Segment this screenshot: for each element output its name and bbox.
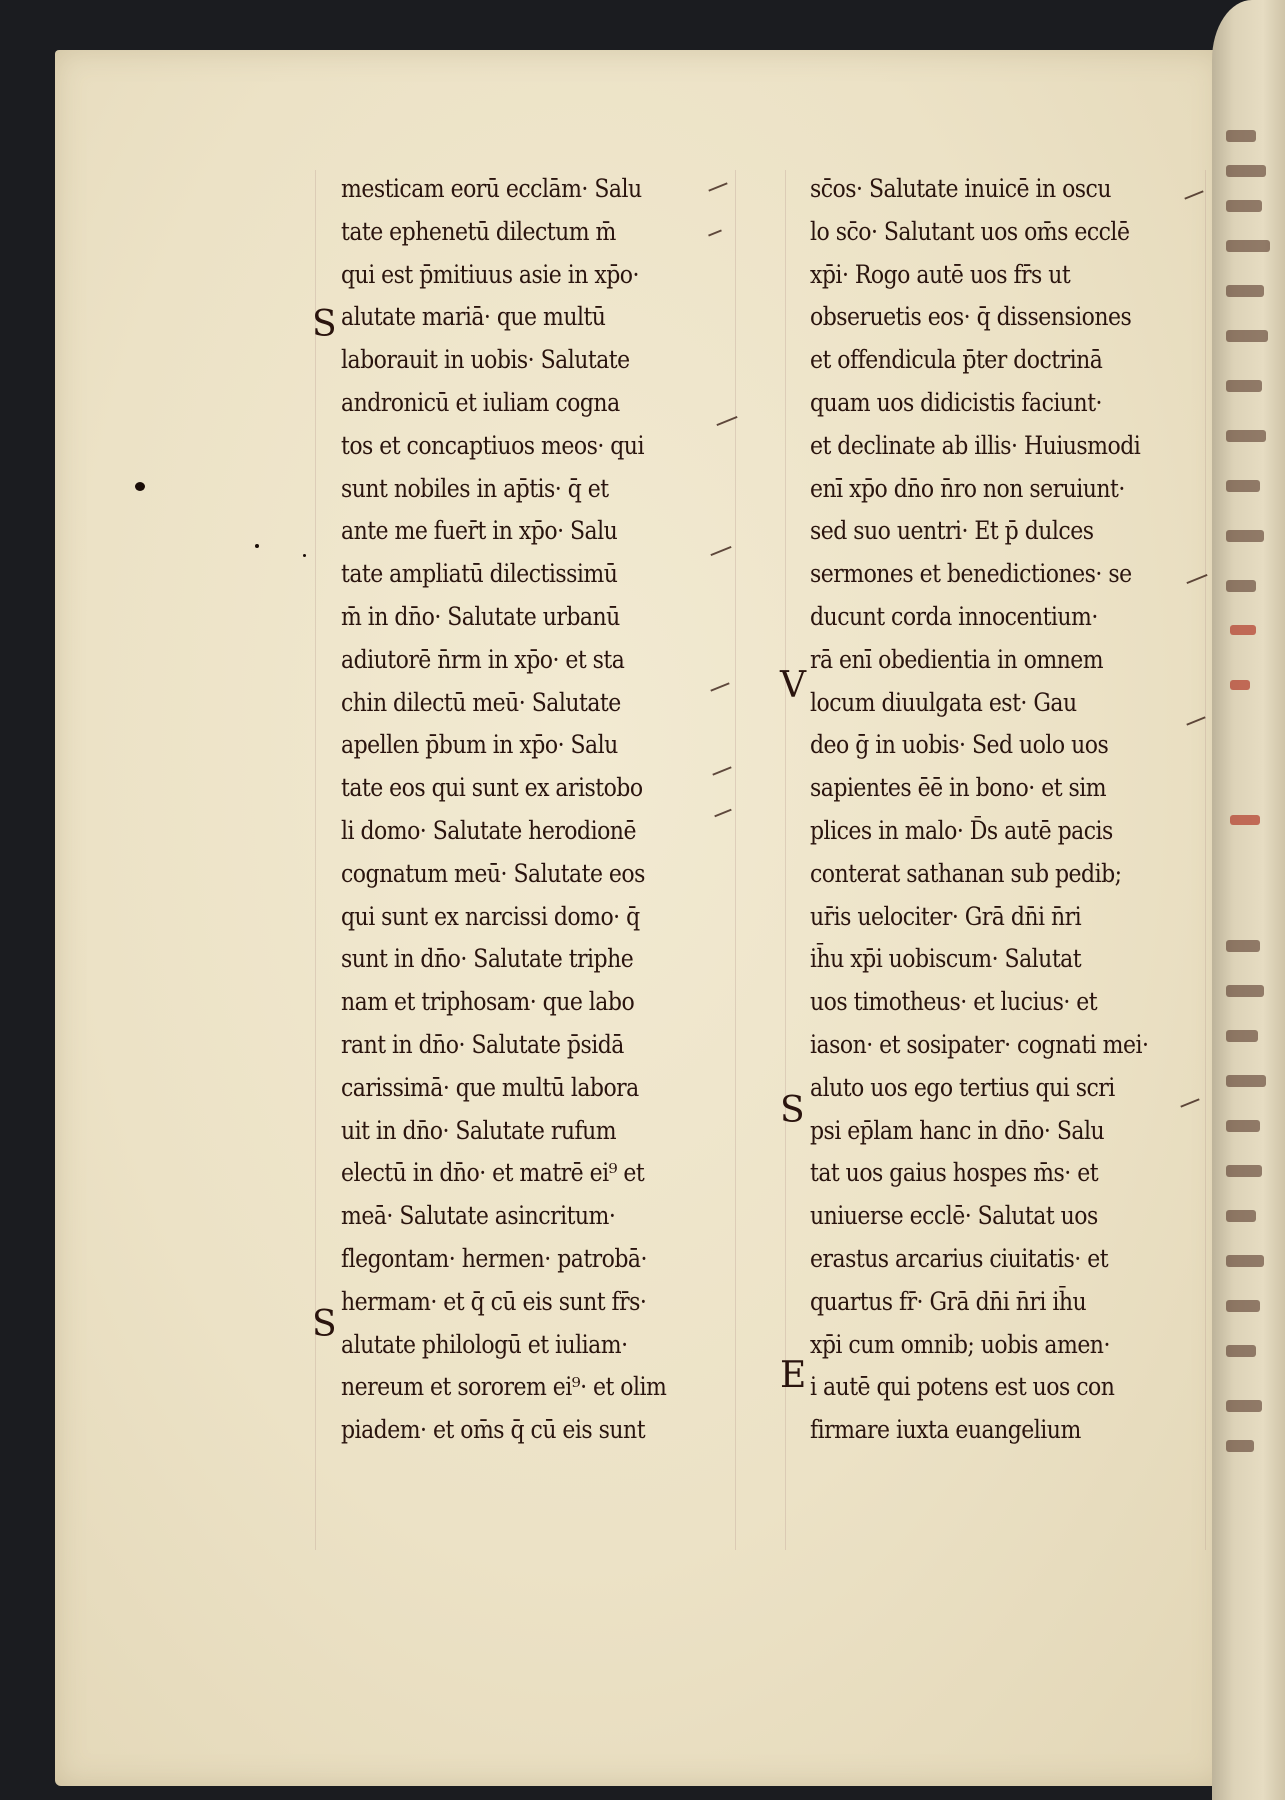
text-line: xp̄i cum omnib; uobis amen· bbox=[810, 1329, 1110, 1359]
text-line: quam uos didicistis faciunt· bbox=[810, 387, 1102, 417]
text-line: alutate philologū et iuliam· bbox=[341, 1329, 628, 1359]
adjacent-text-fragment bbox=[1226, 940, 1260, 952]
text-line: qui est p̄mitiuus asie in xp̄o· bbox=[341, 259, 639, 289]
adjacent-text-fragment bbox=[1226, 380, 1262, 392]
ink-dot bbox=[135, 482, 145, 491]
adjacent-text-fragment bbox=[1226, 285, 1264, 297]
text-line: chin dilectū meū· Salutate bbox=[341, 687, 621, 717]
adjacent-text-fragment bbox=[1226, 240, 1270, 252]
text-line: xp̄i· Rogo autē uos fr̄s ut bbox=[810, 259, 1071, 289]
ruling-line bbox=[785, 170, 786, 1550]
text-line: cognatum meū· Salutate eos bbox=[341, 858, 645, 888]
adjacent-rubric-fragment bbox=[1230, 625, 1256, 635]
text-line: psi ep̄lam hanc in dn̄o· Salu bbox=[810, 1115, 1105, 1145]
text-line: adiutorē n̄rm in xp̄o· et sta bbox=[341, 644, 625, 674]
text-line: nereum et sororem ei⁹· et olim bbox=[341, 1372, 667, 1402]
text-line: firmare iuxta euangelium bbox=[810, 1415, 1081, 1445]
text-line: apellen p̄bum in xp̄o· Salu bbox=[341, 730, 618, 760]
text-line: qui sunt ex narcissi domo· q̄ bbox=[341, 901, 640, 931]
text-line: rant in dn̄o· Salutate p̄sidā bbox=[341, 1029, 624, 1059]
adjacent-text-fragment bbox=[1226, 330, 1268, 342]
text-line: tos et concaptiuos meos· qui bbox=[341, 430, 644, 460]
text-line: ducunt corda innocentium· bbox=[810, 601, 1098, 631]
adjacent-text-fragment bbox=[1226, 200, 1262, 212]
text-line: sermones et benedictiones· se bbox=[810, 559, 1132, 589]
text-line: conterat sathanan sub pedib; bbox=[810, 858, 1122, 888]
adjacent-text-fragment bbox=[1226, 430, 1266, 442]
text-line: et offendicula p̄ter doctrinā bbox=[810, 345, 1103, 375]
initial-letter: V bbox=[780, 665, 806, 706]
ink-dot bbox=[255, 544, 259, 548]
text-line: sunt nobiles in ap̄tis· q̄ et bbox=[341, 473, 609, 503]
adjacent-text-fragment bbox=[1226, 480, 1260, 492]
adjacent-text-fragment bbox=[1226, 130, 1256, 142]
initial-letter: S bbox=[780, 1090, 805, 1131]
adjacent-text-fragment bbox=[1226, 165, 1266, 177]
text-line: i autē qui potens est uos con bbox=[810, 1372, 1115, 1402]
text-line: mesticam eorū ecclām· Salu bbox=[341, 174, 642, 203]
text-line: ante me fuer̄t in xp̄o· Salu bbox=[341, 516, 618, 546]
initial-letter: S bbox=[312, 1304, 337, 1345]
text-line: lo sc̄o· Salutant uos om̄s ecclē bbox=[810, 216, 1130, 246]
text-line: sunt in dn̄o· Salutate triphe bbox=[341, 944, 634, 974]
text-line: rā enī obedientia in omnem bbox=[810, 644, 1104, 674]
text-line: ih̄u xp̄i uobiscum· Salutat bbox=[810, 944, 1082, 974]
initial-letter: E bbox=[780, 1355, 807, 1396]
adjacent-text-fragment bbox=[1226, 1210, 1256, 1222]
text-line: m̄ in dn̄o· Salutate urbanū bbox=[341, 601, 620, 631]
adjacent-text-fragment bbox=[1226, 1030, 1258, 1042]
adjacent-text-fragment bbox=[1226, 1075, 1266, 1087]
text-line: hermam· et q̄ cū eis sunt fr̄s· bbox=[341, 1286, 647, 1316]
text-line: sed suo uentri· Et p̄ dulces bbox=[810, 516, 1094, 546]
text-line: electū in dn̄o· et matrē ei⁹ et bbox=[341, 1158, 645, 1188]
text-line: ur̄is uelociter· Grā dn̄i n̄ri bbox=[810, 901, 1082, 931]
text-line: deo ḡ in uobis· Sed uolo uos bbox=[810, 730, 1109, 760]
text-line: erastus arcarius ciuitatis· et bbox=[810, 1243, 1109, 1273]
text-line: tate ephenetū dilectum m̄ bbox=[341, 216, 616, 246]
adjacent-rubric-fragment bbox=[1230, 815, 1260, 825]
text-line: uit in dn̄o· Salutate rufum bbox=[341, 1115, 617, 1145]
text-line: enī xp̄o dn̄o n̄ro non seruiunt· bbox=[810, 473, 1125, 503]
text-line: nam et triphosam· que labo bbox=[341, 987, 635, 1017]
text-line: obseruetis eos· q̄ dissensiones bbox=[810, 302, 1132, 332]
text-line: quartus fr̄· Grā dn̄i n̄ri ih̄u bbox=[810, 1286, 1087, 1316]
text-line: uos timotheus· et lucius· et bbox=[810, 987, 1098, 1017]
initial-letter: S bbox=[312, 304, 337, 345]
text-line: iason· et sosipater· cognati mei· bbox=[810, 1029, 1149, 1059]
text-line: tate ampliatū dilectissimū bbox=[341, 559, 618, 589]
adjacent-text-fragment bbox=[1226, 1300, 1260, 1312]
adjacent-text-fragment bbox=[1226, 1440, 1254, 1452]
text-line: uniuerse ecclē· Salutat uos bbox=[810, 1201, 1098, 1231]
text-line: laborauit in uobis· Salutate bbox=[341, 345, 630, 375]
text-line: locum diuulgata est· Gau bbox=[810, 687, 1077, 717]
text-column-left bbox=[341, 168, 741, 1452]
adjacent-text-fragment bbox=[1226, 1165, 1262, 1177]
text-line: piadem· et om̄s q̄ cū eis sunt bbox=[341, 1415, 646, 1445]
adjacent-text-fragment bbox=[1226, 1400, 1262, 1412]
text-line: andronicū et iuliam cogna bbox=[341, 387, 620, 417]
adjacent-text-fragment bbox=[1226, 580, 1256, 592]
ink-dot bbox=[303, 554, 306, 557]
text-line: sapientes ēē in bono· et sim bbox=[810, 773, 1107, 803]
text-line: meā· Salutate asincritum· bbox=[341, 1201, 616, 1231]
adjacent-text-fragment bbox=[1226, 985, 1264, 997]
text-column-right bbox=[810, 168, 1210, 1452]
adjacent-text-fragment bbox=[1226, 1255, 1264, 1267]
adjacent-text-fragment bbox=[1226, 1345, 1256, 1357]
text-line: li domo· Salutate herodionē bbox=[341, 815, 636, 845]
text-line: sc̄os· Salutate inuicē in oscu bbox=[810, 174, 1112, 203]
text-line: aluto uos ego tertius qui scri bbox=[810, 1072, 1115, 1102]
text-line: plices in malo· D̄s autē pacis bbox=[810, 815, 1113, 845]
adjacent-rubric-fragment bbox=[1230, 680, 1250, 690]
text-line: tat uos gaius hospes m̄s· et bbox=[810, 1158, 1099, 1188]
text-line: carissimā· que multū labora bbox=[341, 1072, 639, 1102]
text-line: flegontam· hermen· patrobā· bbox=[341, 1243, 647, 1273]
adjacent-text-fragment bbox=[1226, 530, 1264, 542]
text-line: et declinate ab illis· Huiusmodi bbox=[810, 430, 1141, 460]
text-line: alutate mariā· que multū bbox=[341, 302, 606, 332]
adjacent-folio-edge bbox=[1212, 0, 1285, 1800]
adjacent-text-fragment bbox=[1226, 1120, 1260, 1132]
text-line: tate eos qui sunt ex aristobo bbox=[341, 773, 643, 803]
